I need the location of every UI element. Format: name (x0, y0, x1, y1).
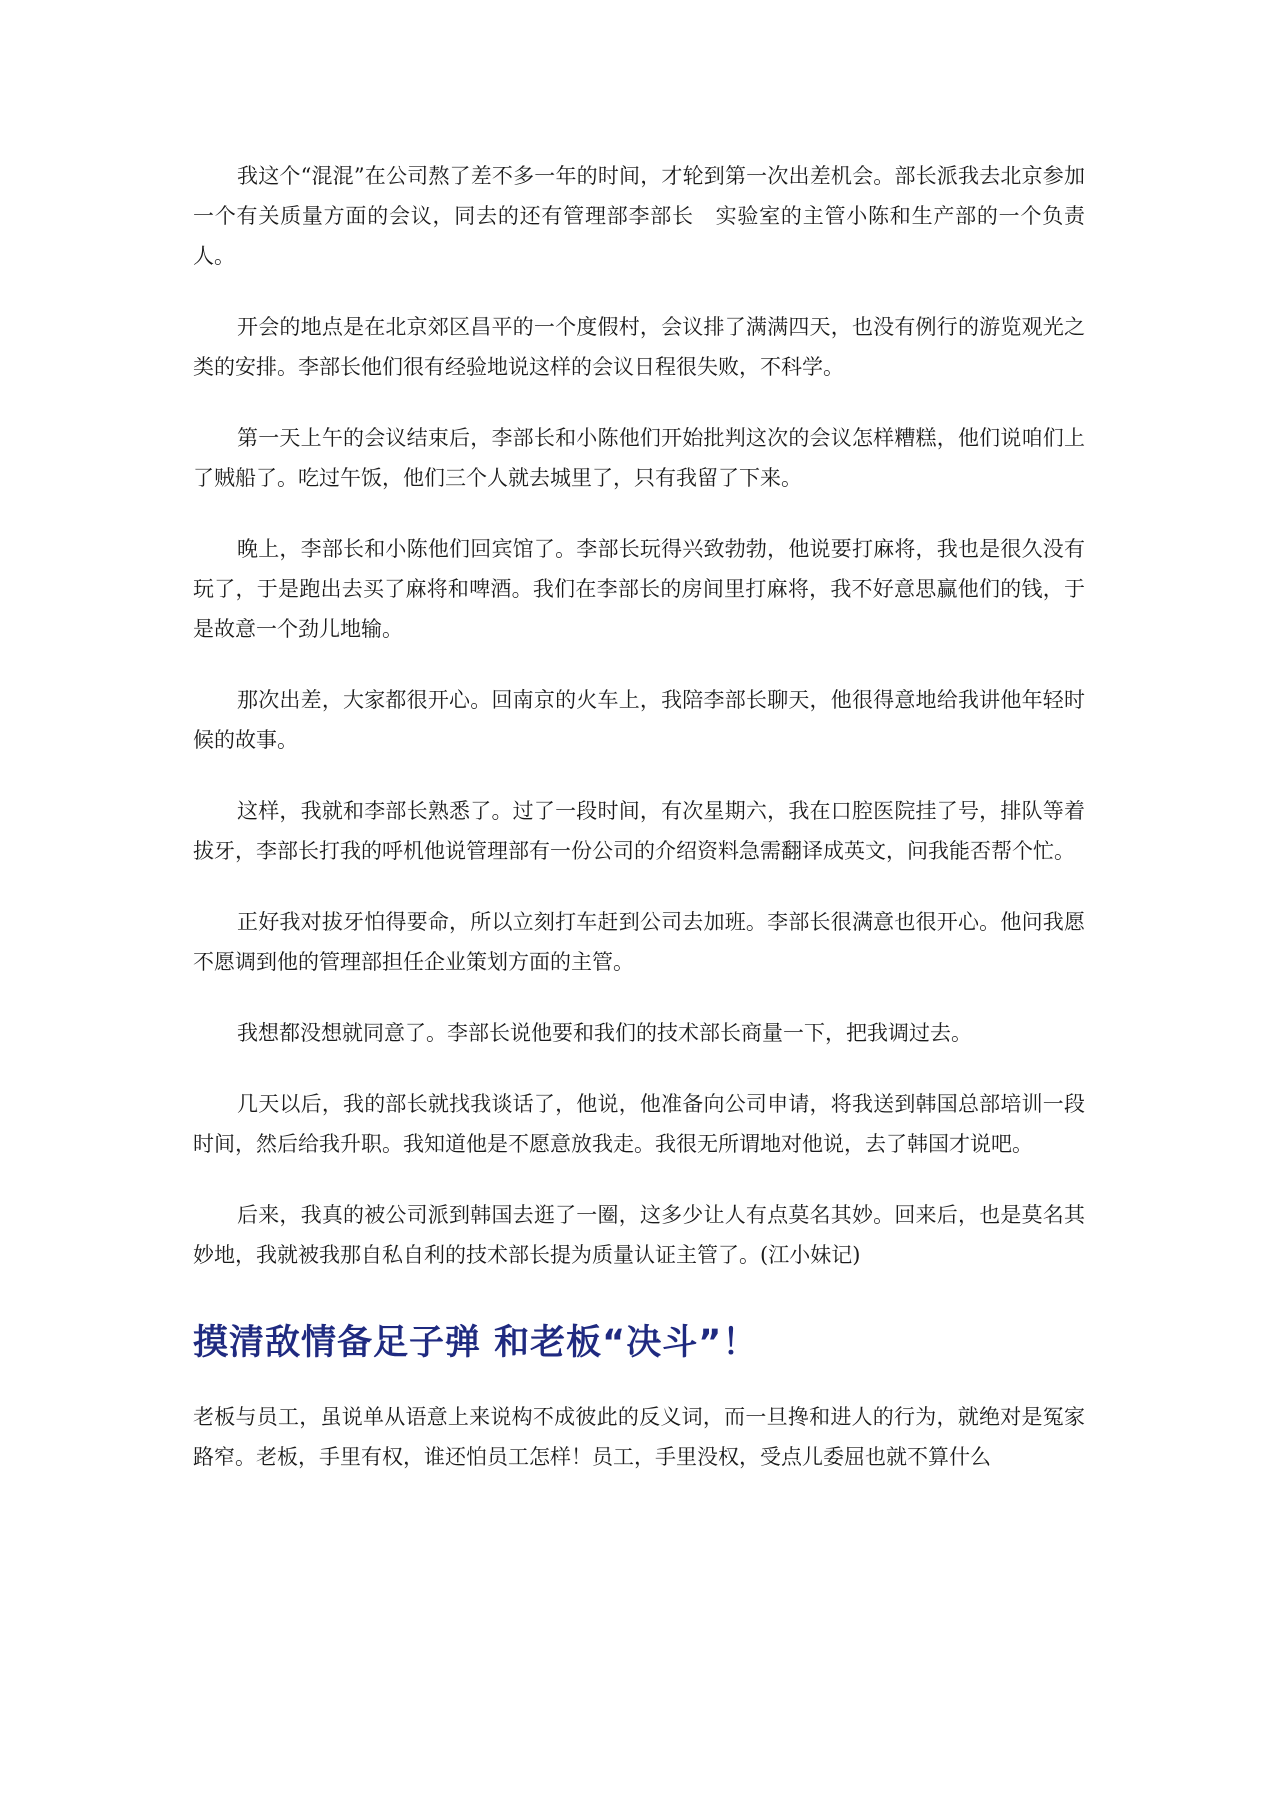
article-body (193, 156, 1085, 1477)
paragraph: 我想都没想就同意了。李部长说他要和我们的技术部长商量一下，把我调过去。 (237, 1021, 972, 1045)
section-heading: 摸清敌情备足子弹 和老板“决斗”！ (193, 1323, 759, 1363)
paragraph: 几天以后，我的部长就找我谈话了，他说，他准备向公司申请，将我送到韩国总部培训一段时间，然后给我升职。我知道他是不愿意放我走。我很无所谓地对他说，去了韩国才说吧。 (193, 1092, 1085, 1156)
paragraph: 后来，我真的被公司派到韩国去逛了一圈，这多少让人有点莫名其妙。回来后，也是莫名其妙地，我就被我那自私自利的技术部长提为质量认证主管了。(江小妹记) (193, 1203, 1085, 1267)
paragraph: 那次出差，大家都很开心。回南京的火车上，我陪李部长聊天，他很得意地给我讲他年轻时候的故事。 (193, 688, 1085, 752)
paragraph: 晚上，李部长和小陈他们回宾馆了。李部长玩得兴致勃勃，他说要打麻将，我也是很久没有玩了，于是跑出去买了麻将和啤酒。我们在李部长的房间里打麻将，我不好意思赢他们的钱，于是故意一个劲儿地输。 (193, 537, 1085, 641)
section-lead-paragraph: 老板与员工，虽说单从语意上来说构不成彼此的反义词，而一旦搀和进人的行为，就绝对是冤家路窄。老板，手里有权，谁还怕员工怎样！员工，手里没权，受点儿委屈也就不算什么 (193, 1405, 1085, 1469)
paragraph: 开会的地点是在北京郊区昌平的一个度假村，会议排了满满四天，也没有例行的游览观光之类的安排。李部长他们很有经验地说这样的会议日程很失败，不科学。 (193, 315, 1085, 379)
paragraph: 第一天上午的会议结束后，李部长和小陈他们开始批判这次的会议怎样糟糕，他们说咱们上了贼船了。吃过午饭，他们三个人就去城里了，只有我留了下来。 (193, 426, 1085, 490)
paragraph: 正好我对拔牙怕得要命，所以立刻打车赶到公司去加班。李部长很满意也很开心。他问我愿不愿调到他的管理部担任企业策划方面的主管。 (193, 910, 1085, 974)
paragraph: 我这个“混混”在公司熬了差不多一年的时间，才轮到第一次出差机会。部长派我去北京参加一个有关质量方面的会议，同去的还有管理部李部长 实验室的主管小陈和生产部的一个负责人。 (193, 164, 1085, 268)
paragraph: 这样，我就和李部长熟悉了。过了一段时间，有次星期六，我在口腔医院挂了号，排队等着拔牙，李部长打我的呼机他说管理部有一份公司的介绍资料急需翻译成英文，问我能否帮个忙。 (193, 799, 1085, 863)
